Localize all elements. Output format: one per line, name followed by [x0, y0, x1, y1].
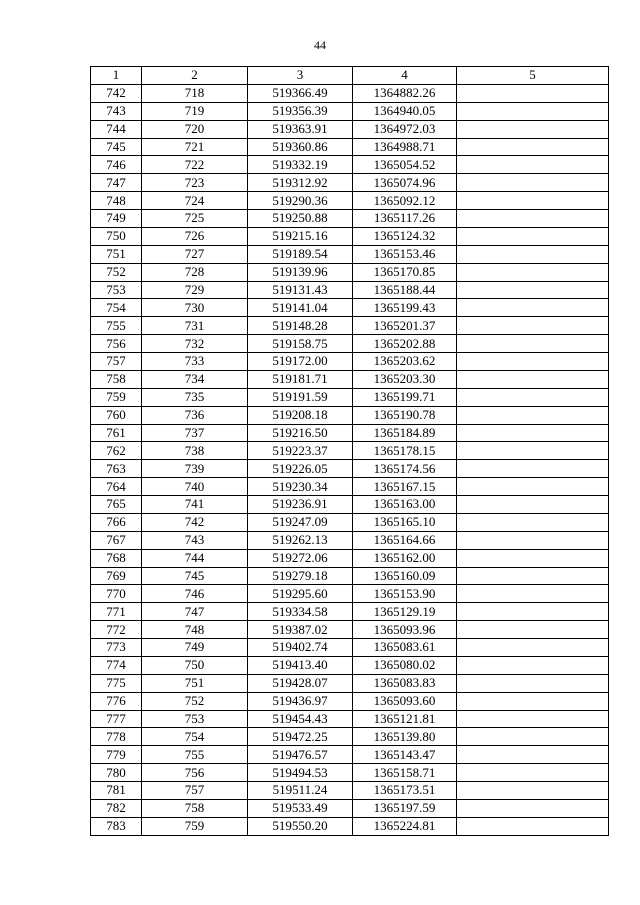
table-row	[91, 335, 609, 353]
point-number-cell: 741	[142, 496, 248, 514]
y-coordinate-cell: 1365054.52	[353, 156, 457, 174]
table-row	[91, 674, 609, 692]
x-coordinate-cell: 519472.25	[248, 728, 353, 746]
note-cell	[457, 674, 609, 692]
note-cell	[457, 692, 609, 710]
table-row	[91, 263, 609, 281]
note-cell	[457, 710, 609, 728]
x-coordinate-cell: 519428.07	[248, 674, 353, 692]
x-coordinate-cell: 519454.43	[248, 710, 353, 728]
note-cell	[457, 782, 609, 800]
row-number-cell: 776	[91, 692, 142, 710]
table-row	[91, 102, 609, 120]
y-coordinate-cell: 1365143.47	[353, 746, 457, 764]
table-row	[91, 728, 609, 746]
y-coordinate-cell: 1365188.44	[353, 281, 457, 299]
point-number-cell: 755	[142, 746, 248, 764]
y-coordinate-cell: 1365202.88	[353, 335, 457, 353]
table-row	[91, 192, 609, 210]
x-coordinate-cell: 519141.04	[248, 299, 353, 317]
note-cell	[457, 245, 609, 263]
x-coordinate-cell: 519236.91	[248, 496, 353, 514]
table-row	[91, 227, 609, 245]
x-coordinate-cell: 519363.91	[248, 120, 353, 138]
row-number-cell: 749	[91, 210, 142, 228]
row-number-cell: 779	[91, 746, 142, 764]
point-number-cell: 740	[142, 478, 248, 496]
row-number-cell: 742	[91, 84, 142, 102]
row-number-cell: 760	[91, 406, 142, 424]
note-cell	[457, 424, 609, 442]
table-row	[91, 388, 609, 406]
row-number-cell: 777	[91, 710, 142, 728]
x-coordinate-cell: 519360.86	[248, 138, 353, 156]
point-number-cell: 759	[142, 817, 248, 835]
table-row	[91, 245, 609, 263]
point-number-cell: 751	[142, 674, 248, 692]
table-row	[91, 406, 609, 424]
table-row	[91, 120, 609, 138]
point-number-cell: 719	[142, 102, 248, 120]
x-coordinate-cell: 519230.34	[248, 478, 353, 496]
y-coordinate-cell: 1364988.71	[353, 138, 457, 156]
point-number-cell: 754	[142, 728, 248, 746]
y-coordinate-cell: 1365129.19	[353, 603, 457, 621]
y-coordinate-cell: 1365080.02	[353, 656, 457, 674]
y-coordinate-cell: 1365093.96	[353, 621, 457, 639]
note-cell	[457, 478, 609, 496]
point-number-cell: 736	[142, 406, 248, 424]
point-number-cell: 722	[142, 156, 248, 174]
note-cell	[457, 227, 609, 245]
y-coordinate-cell: 1365201.37	[353, 317, 457, 335]
point-number-cell: 738	[142, 442, 248, 460]
point-number-cell: 735	[142, 388, 248, 406]
table-row	[91, 692, 609, 710]
table-row	[91, 603, 609, 621]
table-row	[91, 531, 609, 549]
y-coordinate-cell: 1365165.10	[353, 513, 457, 531]
point-number-cell: 730	[142, 299, 248, 317]
y-coordinate-cell: 1365170.85	[353, 263, 457, 281]
x-coordinate-cell: 519290.36	[248, 192, 353, 210]
table-row	[91, 84, 609, 102]
y-coordinate-cell: 1365074.96	[353, 174, 457, 192]
note-cell	[457, 817, 609, 835]
x-coordinate-cell: 519208.18	[248, 406, 353, 424]
point-number-cell: 732	[142, 335, 248, 353]
y-coordinate-cell: 1365160.09	[353, 567, 457, 585]
y-coordinate-cell: 1365083.83	[353, 674, 457, 692]
note-cell	[457, 656, 609, 674]
table-row	[91, 710, 609, 728]
note-cell	[457, 102, 609, 120]
x-coordinate-cell: 519312.92	[248, 174, 353, 192]
y-coordinate-cell: 1365153.46	[353, 245, 457, 263]
x-coordinate-cell: 519511.24	[248, 782, 353, 800]
x-coordinate-cell: 519494.53	[248, 764, 353, 782]
page-number: 44	[314, 38, 326, 52]
row-number-cell: 754	[91, 299, 142, 317]
x-coordinate-cell: 519387.02	[248, 621, 353, 639]
point-number-cell: 726	[142, 227, 248, 245]
column-header-1: 1	[91, 67, 142, 85]
y-coordinate-cell: 1365139.80	[353, 728, 457, 746]
point-number-cell: 744	[142, 549, 248, 567]
note-cell	[457, 120, 609, 138]
table-row	[91, 299, 609, 317]
x-coordinate-cell: 519436.97	[248, 692, 353, 710]
note-cell	[457, 388, 609, 406]
row-number-cell: 767	[91, 531, 142, 549]
point-number-cell: 733	[142, 353, 248, 371]
note-cell	[457, 281, 609, 299]
x-coordinate-cell: 519223.37	[248, 442, 353, 460]
x-coordinate-cell: 519262.13	[248, 531, 353, 549]
table-row	[91, 156, 609, 174]
row-number-cell: 743	[91, 102, 142, 120]
point-number-cell: 727	[142, 245, 248, 263]
table-row	[91, 799, 609, 817]
table-body	[91, 84, 609, 835]
y-coordinate-cell: 1365093.60	[353, 692, 457, 710]
row-number-cell: 759	[91, 388, 142, 406]
x-coordinate-cell: 519334.58	[248, 603, 353, 621]
point-number-cell: 720	[142, 120, 248, 138]
x-coordinate-cell: 519279.18	[248, 567, 353, 585]
table-row	[91, 460, 609, 478]
note-cell	[457, 156, 609, 174]
row-number-cell: 750	[91, 227, 142, 245]
point-number-cell: 746	[142, 585, 248, 603]
table-row	[91, 549, 609, 567]
row-number-cell: 748	[91, 192, 142, 210]
point-number-cell: 737	[142, 424, 248, 442]
table-row	[91, 817, 609, 835]
x-coordinate-cell: 519272.06	[248, 549, 353, 567]
row-number-cell: 752	[91, 263, 142, 281]
note-cell	[457, 746, 609, 764]
x-coordinate-cell: 519215.16	[248, 227, 353, 245]
y-coordinate-cell: 1365190.78	[353, 406, 457, 424]
row-number-cell: 758	[91, 370, 142, 388]
column-header-4: 4	[353, 67, 457, 85]
point-number-cell: 749	[142, 639, 248, 657]
row-number-cell: 782	[91, 799, 142, 817]
table-row	[91, 513, 609, 531]
row-number-cell: 766	[91, 513, 142, 531]
x-coordinate-cell: 519148.28	[248, 317, 353, 335]
point-number-cell: 756	[142, 764, 248, 782]
table-row	[91, 567, 609, 585]
y-coordinate-cell: 1365203.30	[353, 370, 457, 388]
table-row	[91, 353, 609, 371]
table-row	[91, 478, 609, 496]
y-coordinate-cell: 1365117.26	[353, 210, 457, 228]
point-number-cell: 718	[142, 84, 248, 102]
x-coordinate-cell: 519189.54	[248, 245, 353, 263]
note-cell	[457, 192, 609, 210]
note-cell	[457, 728, 609, 746]
row-number-cell: 772	[91, 621, 142, 639]
point-number-cell: 723	[142, 174, 248, 192]
x-coordinate-cell: 519172.00	[248, 353, 353, 371]
y-coordinate-cell: 1364972.03	[353, 120, 457, 138]
row-number-cell: 773	[91, 639, 142, 657]
note-cell	[457, 335, 609, 353]
point-number-cell: 757	[142, 782, 248, 800]
note-cell	[457, 406, 609, 424]
note-cell	[457, 567, 609, 585]
x-coordinate-cell: 519295.60	[248, 585, 353, 603]
note-cell	[457, 263, 609, 281]
point-number-cell: 729	[142, 281, 248, 299]
row-number-cell: 756	[91, 335, 142, 353]
row-number-cell: 744	[91, 120, 142, 138]
x-coordinate-cell: 519250.88	[248, 210, 353, 228]
y-coordinate-cell: 1365197.59	[353, 799, 457, 817]
x-coordinate-cell: 519181.71	[248, 370, 353, 388]
table-row	[91, 370, 609, 388]
table-row	[91, 174, 609, 192]
note-cell	[457, 138, 609, 156]
point-number-cell: 758	[142, 799, 248, 817]
x-coordinate-cell: 519139.96	[248, 263, 353, 281]
x-coordinate-cell: 519332.19	[248, 156, 353, 174]
x-coordinate-cell: 519413.40	[248, 656, 353, 674]
y-coordinate-cell: 1365083.61	[353, 639, 457, 657]
note-cell	[457, 460, 609, 478]
y-coordinate-cell: 1365224.81	[353, 817, 457, 835]
x-coordinate-cell: 519158.75	[248, 335, 353, 353]
note-cell	[457, 210, 609, 228]
row-number-cell: 765	[91, 496, 142, 514]
y-coordinate-cell: 1365174.56	[353, 460, 457, 478]
row-number-cell: 780	[91, 764, 142, 782]
y-coordinate-cell: 1365162.00	[353, 549, 457, 567]
point-number-cell: 752	[142, 692, 248, 710]
table-row	[91, 210, 609, 228]
row-number-cell: 755	[91, 317, 142, 335]
row-number-cell: 746	[91, 156, 142, 174]
y-coordinate-cell: 1365173.51	[353, 782, 457, 800]
y-coordinate-cell: 1365153.90	[353, 585, 457, 603]
note-cell	[457, 639, 609, 657]
note-cell	[457, 764, 609, 782]
point-number-cell: 745	[142, 567, 248, 585]
y-coordinate-cell: 1365124.32	[353, 227, 457, 245]
row-number-cell: 764	[91, 478, 142, 496]
table-row	[91, 656, 609, 674]
point-number-cell: 724	[142, 192, 248, 210]
point-number-cell: 728	[142, 263, 248, 281]
point-number-cell: 734	[142, 370, 248, 388]
note-cell	[457, 603, 609, 621]
row-number-cell: 751	[91, 245, 142, 263]
y-coordinate-cell: 1365184.89	[353, 424, 457, 442]
point-number-cell: 747	[142, 603, 248, 621]
point-number-cell: 742	[142, 513, 248, 531]
point-number-cell: 739	[142, 460, 248, 478]
y-coordinate-cell: 1365164.66	[353, 531, 457, 549]
y-coordinate-cell: 1364882.26	[353, 84, 457, 102]
row-number-cell: 783	[91, 817, 142, 835]
point-number-cell: 725	[142, 210, 248, 228]
note-cell	[457, 317, 609, 335]
table-row	[91, 639, 609, 657]
note-cell	[457, 84, 609, 102]
table-row	[91, 281, 609, 299]
row-number-cell: 781	[91, 782, 142, 800]
x-coordinate-cell: 519366.49	[248, 84, 353, 102]
column-header-2: 2	[142, 67, 248, 85]
note-cell	[457, 585, 609, 603]
note-cell	[457, 621, 609, 639]
note-cell	[457, 174, 609, 192]
point-number-cell: 750	[142, 656, 248, 674]
table-header-row	[91, 67, 609, 85]
table-row	[91, 782, 609, 800]
note-cell	[457, 513, 609, 531]
row-number-cell: 745	[91, 138, 142, 156]
y-coordinate-cell: 1365163.00	[353, 496, 457, 514]
table-row	[91, 442, 609, 460]
table-row	[91, 746, 609, 764]
x-coordinate-cell: 519226.05	[248, 460, 353, 478]
y-coordinate-cell: 1365178.15	[353, 442, 457, 460]
coordinates-table	[90, 66, 609, 836]
table-row	[91, 424, 609, 442]
row-number-cell: 770	[91, 585, 142, 603]
row-number-cell: 778	[91, 728, 142, 746]
note-cell	[457, 353, 609, 371]
note-cell	[457, 531, 609, 549]
row-number-cell: 757	[91, 353, 142, 371]
table-row	[91, 138, 609, 156]
note-cell	[457, 370, 609, 388]
note-cell	[457, 496, 609, 514]
table-row	[91, 585, 609, 603]
row-number-cell: 775	[91, 674, 142, 692]
y-coordinate-cell: 1365167.15	[353, 478, 457, 496]
x-coordinate-cell: 519131.43	[248, 281, 353, 299]
row-number-cell: 761	[91, 424, 142, 442]
point-number-cell: 743	[142, 531, 248, 549]
point-number-cell: 748	[142, 621, 248, 639]
x-coordinate-cell: 519247.09	[248, 513, 353, 531]
table-row	[91, 317, 609, 335]
row-number-cell: 768	[91, 549, 142, 567]
x-coordinate-cell: 519550.20	[248, 817, 353, 835]
row-number-cell: 747	[91, 174, 142, 192]
y-coordinate-cell: 1364940.05	[353, 102, 457, 120]
y-coordinate-cell: 1365121.81	[353, 710, 457, 728]
note-cell	[457, 442, 609, 460]
row-number-cell: 762	[91, 442, 142, 460]
y-coordinate-cell: 1365203.62	[353, 353, 457, 371]
row-number-cell: 774	[91, 656, 142, 674]
y-coordinate-cell: 1365199.43	[353, 299, 457, 317]
x-coordinate-cell: 519476.57	[248, 746, 353, 764]
y-coordinate-cell: 1365199.71	[353, 388, 457, 406]
note-cell	[457, 549, 609, 567]
row-number-cell: 753	[91, 281, 142, 299]
note-cell	[457, 299, 609, 317]
y-coordinate-cell: 1365158.71	[353, 764, 457, 782]
x-coordinate-cell: 519533.49	[248, 799, 353, 817]
x-coordinate-cell: 519402.74	[248, 639, 353, 657]
point-number-cell: 731	[142, 317, 248, 335]
x-coordinate-cell: 519216.50	[248, 424, 353, 442]
point-number-cell: 753	[142, 710, 248, 728]
table-row	[91, 496, 609, 514]
table-row	[91, 764, 609, 782]
y-coordinate-cell: 1365092.12	[353, 192, 457, 210]
row-number-cell: 771	[91, 603, 142, 621]
row-number-cell: 769	[91, 567, 142, 585]
table-row	[91, 621, 609, 639]
note-cell	[457, 799, 609, 817]
column-header-5: 5	[457, 67, 609, 85]
point-number-cell: 721	[142, 138, 248, 156]
row-number-cell: 763	[91, 460, 142, 478]
x-coordinate-cell: 519356.39	[248, 102, 353, 120]
column-header-3: 3	[248, 67, 353, 85]
x-coordinate-cell: 519191.59	[248, 388, 353, 406]
